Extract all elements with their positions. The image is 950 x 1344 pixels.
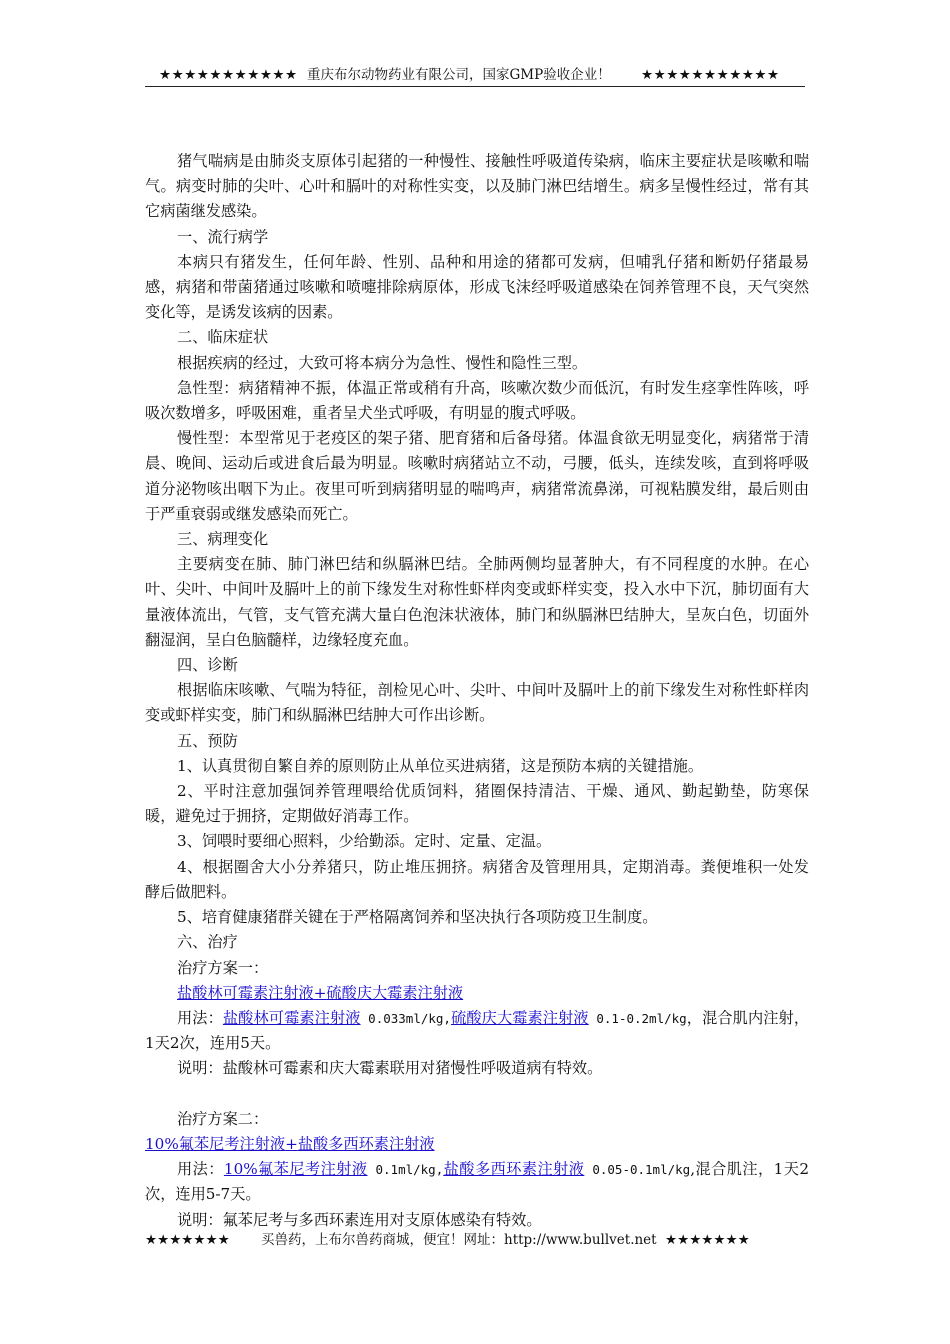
plan1-plus[interactable]: + <box>313 983 327 1002</box>
section-heading-epidemiology: 一、流行病学 <box>177 227 269 246</box>
section-heading-prevention: 五、预防 <box>177 731 238 750</box>
prevention-item: 4、根据圈舍大小分养猪只，防止堆压拥挤。病猪舍及管理用具，定期消毒。粪便堆积一处发酵后做肥料。 <box>145 857 809 901</box>
prevention-item: 3、饲喂时要细心照料，少给勤添。定时、定量、定温。 <box>177 832 552 851</box>
plan1-drugs <box>145 981 809 1006</box>
plan2-dose-a: 0.1ml/kg, <box>367 1162 444 1178</box>
plan1-usage <box>145 1006 809 1056</box>
diagnosis-paragraph: 根据临床咳嗽、气喘为特征，剖检见心叶、尖叶、中间叶及膈叶上的前下缘发生对称性虾样肉变或虾样实变，肺门和纵膈淋巴结肿大可作出诊断。 <box>145 681 809 725</box>
plan1-usage-rest: ，混合肌内注射，1天2次，连用5天。 <box>145 1008 810 1053</box>
footer-stars-right: ★★★★★★★ <box>665 1232 750 1248</box>
plan2-plus[interactable]: + <box>285 1134 298 1153</box>
plan2-drug-a-link[interactable]: 10%氟苯尼考注射液 <box>145 1134 286 1153</box>
plan1-dose-a: 0.033ml/kg, <box>360 1010 451 1026</box>
plan1-usage-drug-a-link[interactable]: 盐酸林可霉素注射液 <box>222 1008 361 1027</box>
prevention-item: 1、认真贯彻自繁自养的原则防止从单位买进病猪，这是预防本病的关键措施。 <box>177 756 704 775</box>
section-heading-diagnosis: 四、诊断 <box>177 656 238 675</box>
blank-line <box>145 1082 809 1107</box>
plan1-usage-drug-b-link[interactable]: 硫酸庆大霉素注射液 <box>450 1008 589 1027</box>
footer-stars-left: ★★★★★★★ <box>145 1232 230 1248</box>
plan1-drug-a-link[interactable]: 盐酸林可霉素注射液 <box>177 983 314 1002</box>
section-heading-symptoms: 二、临床症状 <box>177 328 269 347</box>
pathology-paragraph: 主要病变在肺、肺门淋巴结和纵膈淋巴结。全肺两侧均显著肿大，有不同程度的水肿。在心叶、尖叶、中间叶及膈叶上的前下缘发生对称性虾样肉变或虾样实变，投入水中下沉，肺切面有大量液体流出，气管，支气管充满大量白色泡沫状液体，肺门和纵膈淋巴结肿大，呈灰白色，切面外翻湿润，呈白色脑髓样，边缘轻度充血。 <box>145 555 809 649</box>
document-body <box>145 149 809 1233</box>
symptoms-acute: 急性型：病猪精神不振，体温正常或稍有升高，咳嗽次数少而低沉，有时发生痉挛性阵咳，呼吸次数增多，呼吸困难，重者呈犬坐式呼吸，有明显的腹式呼吸。 <box>145 378 809 423</box>
epidemiology-paragraph: 本病只有猪发生，任何年龄、性别、品种和用途的猪都可发病，但哺乳仔猪和断奶仔猪最易感，病猪和带菌猪通过咳嗽和喷嚏排除病原体，形成飞沫经呼吸道感染在饲养管理不良，天气突然变化等，是诱发该病的因素。 <box>145 252 809 322</box>
plan2-usage-drug-b-link[interactable]: 盐酸多西环素注射液 <box>443 1160 585 1179</box>
plan2-drugs <box>145 1132 809 1157</box>
section-heading-treatment: 六、治疗 <box>177 933 238 952</box>
plan1-title: 治疗方案一： <box>177 958 269 977</box>
footer-shop-text: 买兽药，上布尔兽药商城，便宜！网址：http://www.bullvet.net <box>261 1232 657 1248</box>
prevention-item: 2、平时注意加强饲养管理喂给优质饲料，猪圈保持清洁、干燥、通风、勤起勤垫，防寒保暖，避免过于拥挤，定期做好消毒工作。 <box>145 782 809 826</box>
plan2-dose-b: 0.05-0.1ml/kg <box>584 1162 691 1178</box>
plan2-note: 说明：氟苯尼考与多西环素连用对支原体感染有特效。 <box>177 1210 542 1229</box>
prevention-item: 5、培育健康猪群关键在于严格隔离饲养和坚决执行各项防疫卫生制度。 <box>177 908 658 927</box>
plan2-usage-label: 用法： <box>177 1160 224 1179</box>
header-stars-right: ★★★★★★★★★★★ <box>641 67 780 83</box>
plan1-note: 说明：盐酸林可霉素和庆大霉素联用对猪慢性呼吸道病有特效。 <box>177 1059 603 1078</box>
header-company-text: 重庆布尔动物药业有限公司，国家GMP验收企业！ <box>307 67 611 83</box>
plan2-usage-drug-a-link[interactable]: 10%氟苯尼考注射液 <box>223 1160 368 1179</box>
page-header <box>145 64 805 87</box>
section-heading-pathology: 三、病理变化 <box>177 530 269 549</box>
plan2-title: 治疗方案二： <box>177 1109 269 1128</box>
header-stars-left: ★★★★★★★★★★★ <box>159 67 298 83</box>
page-footer <box>145 1229 805 1251</box>
symptoms-overview: 根据疾病的经过，大致可将本病分为急性、慢性和隐性三型。 <box>177 353 588 372</box>
plan2-drug-b-link[interactable]: 盐酸多西环素注射液 <box>297 1134 435 1153</box>
plan1-usage-label: 用法： <box>177 1008 223 1027</box>
plan2-usage-rest: ,混合肌注，1天2次，连用5-7天。 <box>145 1160 810 1204</box>
intro-paragraph: 猪气喘病是由肺炎支原体引起猪的一种慢性、接触性呼吸道传染病，临床主要症状是咳嗽和喘气。病变时肺的尖叶、心叶和膈叶的对称性实变，以及肺门淋巴结增生。病多呈慢性经过，常有其它病菌继发感染。 <box>145 152 809 221</box>
plan2-usage <box>145 1157 809 1207</box>
plan1-drug-b-link[interactable]: 硫酸庆大霉素注射液 <box>326 983 464 1002</box>
plan1-dose-b: 0.1-0.2ml/kg <box>588 1010 687 1026</box>
symptoms-chronic: 慢性型：本型常见于老疫区的架子猪、肥育猪和后备母猪。体温食欲无明显变化，病猪常于清晨、晚间、运动后或进食后最为明显。咳嗽时病猪站立不动，弓腰，低头，连续发咳，直到将呼吸道分泌物咳出咽下为止。夜里可听到病猪明显的喘鸣声，病猪常流鼻涕，可视粘膜发绀，最后则由于严重衰弱或继发感染而死亡。 <box>145 429 809 523</box>
